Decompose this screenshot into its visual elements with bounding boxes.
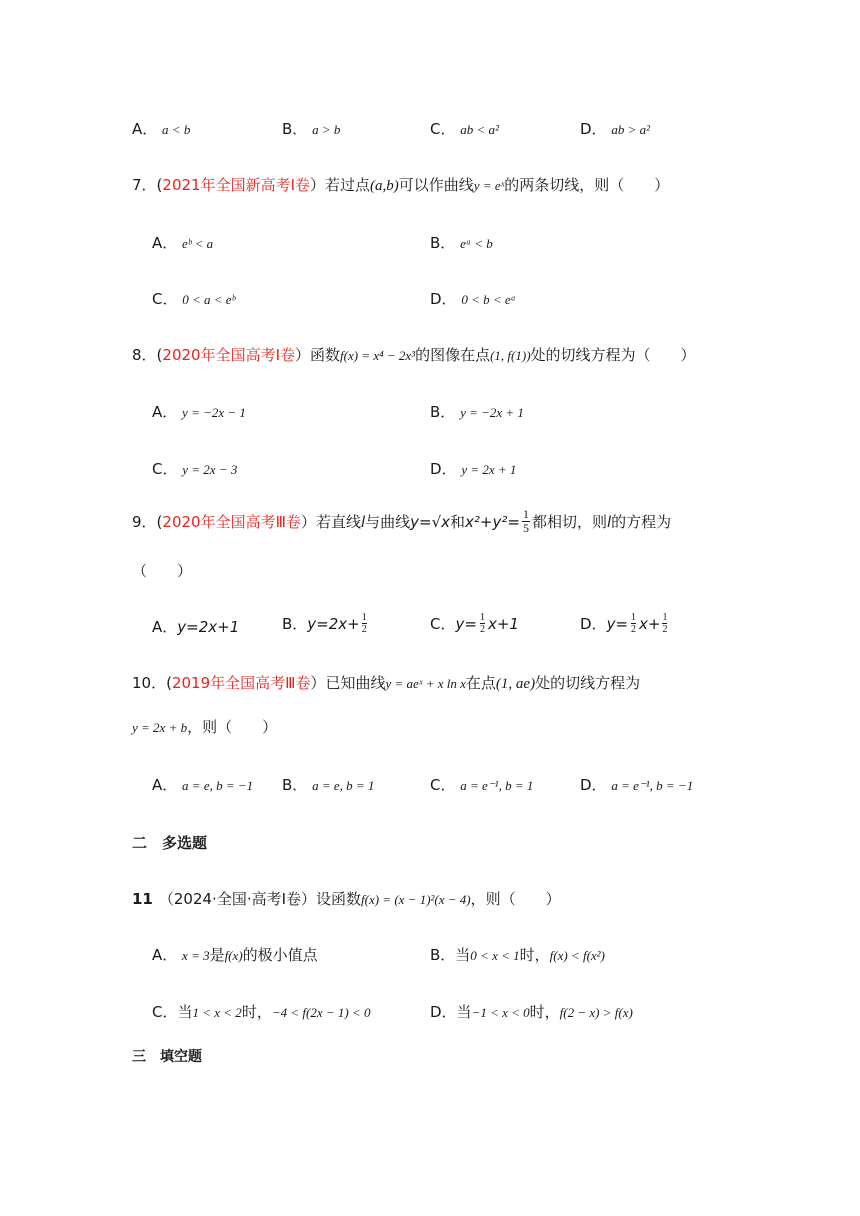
q7-option-b: B． eᵃ < b [430, 234, 493, 252]
q8-option-c: C． y = 2x − 3 [152, 460, 238, 478]
q7-stem: 7．(2021年全国新高考Ⅰ卷）若过点(a,b)可以作曲线y = eˣ的两条切线，则（ ） [132, 176, 670, 194]
q6-option-c: C． ab < a² [430, 120, 499, 138]
q10-stem-line2: y = 2x + b，则（ ） [132, 718, 278, 736]
q7-option-d: D． 0 < b < eᵃ [430, 290, 516, 308]
q8-source: 2020年全国高考Ⅰ卷 [162, 346, 296, 364]
q7-source: 2021年全国新高考Ⅰ卷 [162, 176, 311, 194]
q8-stem: 8．(2020年全国高考Ⅰ卷）函数f(x) = x⁴ − 2x³的图像在点(1, f(1))处的切线方程为（ ） [132, 346, 696, 364]
section-heading-multi-choice: 二 多选题 [132, 834, 208, 852]
q10-option-a: A． a = e, b = −1 [152, 776, 254, 794]
q9-option-c: C． y= $\frac{1}{2}$ x+1 [430, 612, 519, 635]
q9-source: 2020年全国高考Ⅲ卷 [162, 513, 301, 531]
q11-option-b: B．当0 < x < 1时，f(x) < f(x²) [430, 946, 605, 964]
q8-option-d: D． y = 2x + 1 [430, 460, 517, 478]
q6-option-b: B． a > b [282, 120, 341, 138]
q7-option-c: C． 0 < a < eᵇ [152, 290, 236, 308]
q9-paren: （ ） [132, 562, 193, 580]
q10-option-d: D． a = e⁻¹, b = −1 [580, 776, 694, 794]
q6-option-a: A． a < b [132, 120, 191, 138]
q11-stem: 11 （2024·全国·高考Ⅰ卷）设函数f(x) = (x − 1)²(x − 4)，则（ ） [132, 890, 561, 908]
section-heading-fill-blank: 三 填空题 [132, 1049, 202, 1065]
q9-fraction: $\frac{1}{5}$ [522, 507, 529, 535]
q10-option-c: C． a = e⁻¹, b = 1 [430, 776, 534, 794]
q8-option-b: B． y = −2x + 1 [430, 403, 524, 421]
q9-option-b: B． y=2x+ $\frac{1}{2}$ [282, 612, 367, 635]
q10-option-b: B． a = e, b = 1 [282, 776, 375, 794]
q10-stem: 10．(2019年全国高考Ⅲ卷）已知曲线y = aeˣ + x ln x在点(1, ae)处的切线方程为 [132, 674, 641, 692]
q7-option-a: A． eᵇ < a [152, 234, 214, 252]
q11-option-a: A． x = 3是f(x)的极小值点 [152, 946, 318, 964]
q9-option-d: D． y= $\frac{1}{2}$ x+ $\frac{1}{2}$ [580, 612, 668, 635]
q11-option-c: C．当1 < x < 2时，−4 < f(2x − 1) < 0 [152, 1003, 371, 1021]
q9-option-a: A． y=2x+1 [152, 617, 240, 636]
q11-option-d: D．当−1 < x < 0时，f(2 − x) > f(x) [430, 1003, 633, 1021]
q9-stem: 9．( 2020年全国高考Ⅲ卷 ）若直线 l 与曲线 y=√x 和 x²+y²= $\frac{1}{5}$ 都相切，则 l 的方程为 [132, 507, 672, 535]
q8-option-a: A． y = −2x − 1 [152, 403, 246, 421]
q10-source: 2019年全国高考Ⅲ卷 [171, 674, 311, 692]
q6-option-d: D． ab > a² [580, 120, 651, 138]
